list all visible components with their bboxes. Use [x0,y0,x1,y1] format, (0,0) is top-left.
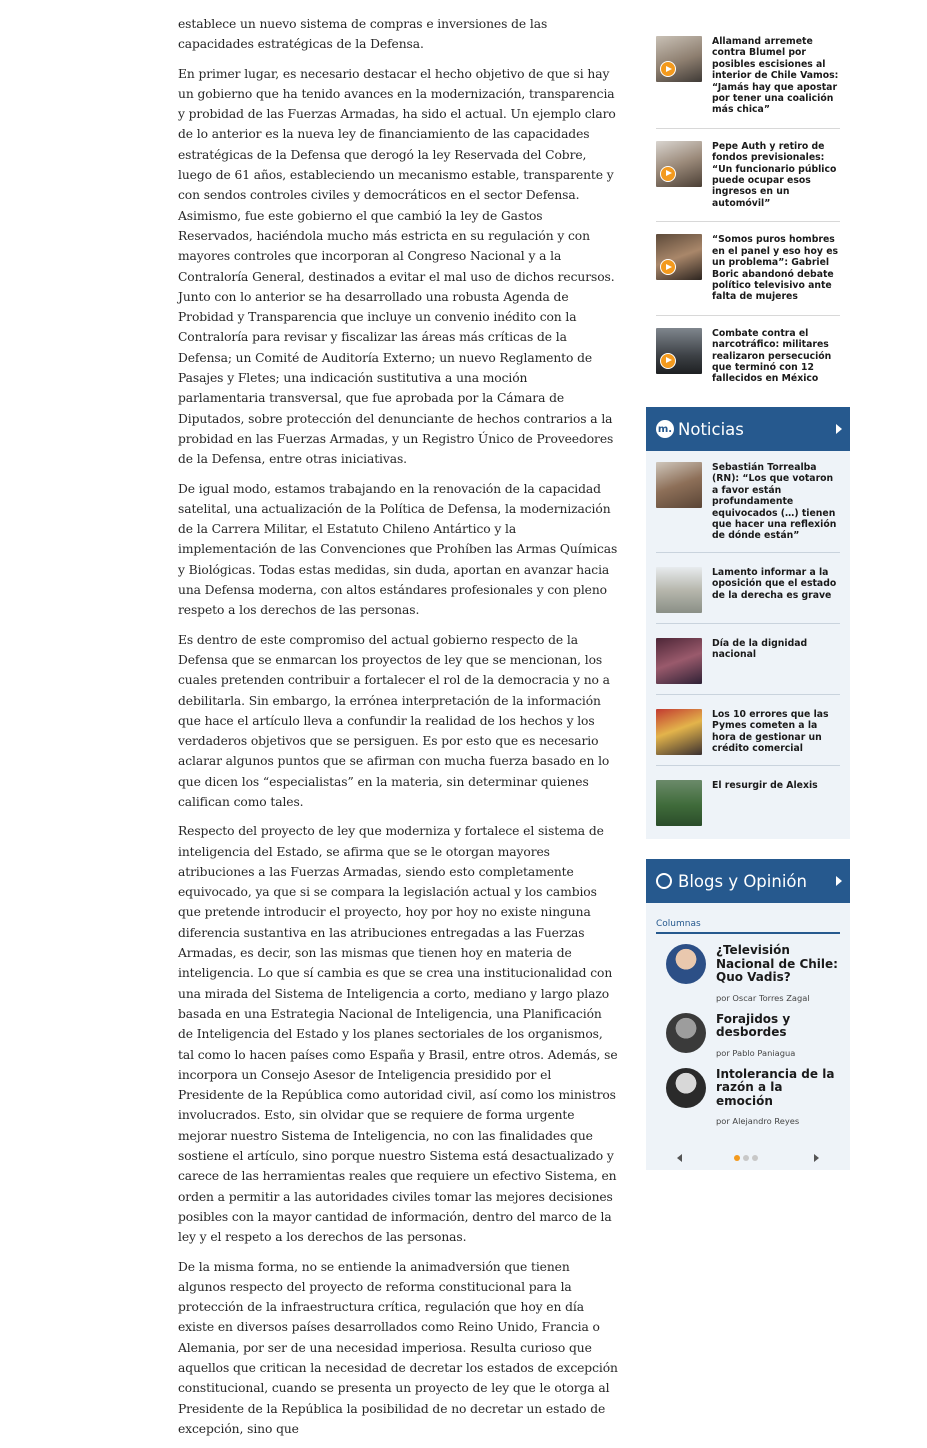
blogs-title[interactable]: Blogs y Opinión [678,871,807,891]
article-paragraph: establece un nuevo sistema de compras e inversiones de las capacidades estratégicas de la Defensa. [178,17,548,52]
divider [656,128,840,129]
video-list [646,36,850,397]
news-thumbnail[interactable] [656,709,702,755]
video-title[interactable]: Allamand arremete contra Blumel por posibles escisiones al interior de Chile Vamos: “Jamás hay que apostar por tener una coalición más chica” [712,36,839,116]
news-item[interactable] [646,780,850,836]
chevron-right-icon[interactable] [836,876,842,886]
news-title[interactable]: Lamento informar a la oposición que el estado de la derecha es grave [712,566,837,601]
divider [656,552,840,553]
article-paragraph: Es dentro de este compromiso del actual gobierno respecto de la Defensa que se enmarcan los proyectos de ley que se mencionan, los cuales pretenden contribuir a fortalecer el rol de la democracia y no a debilitarla. Sin embargo, la errónea interpretación de la información que hace el artículo lleva a confundir la realidad de los hechos y los verdaderos objetivos que se persiguen. Es por esto que es necesario aclarar algunos puntos que se afirman con mucha fuerza basado en lo que dicen los “especialistas” en la materia, sin determinar quienes califican como tales. [178,632,610,809]
news-title[interactable]: Día de la dignidad nacional [712,637,808,661]
news-thumbnail[interactable] [656,567,702,613]
article-body [178,14,618,1448]
news-title[interactable]: El resurgir de Alexis [712,779,818,791]
chevron-right-icon[interactable] [814,1154,819,1162]
video-thumbnail[interactable] [656,328,702,374]
news-title[interactable]: Sebastián Torrealba (RN): “Los que votaron a favor están profundamente equivocados (…) tienen que hacer una reflexión de dónde están” [712,462,837,542]
noticias-list [646,451,850,836]
author-avatar[interactable] [666,944,706,984]
play-icon[interactable] [660,259,676,275]
column-title[interactable]: Intolerancia de la razón a la emoción [716,1066,835,1108]
noticias-title[interactable]: Noticias [678,419,744,439]
carousel-pager [646,1150,850,1166]
blogs-header[interactable] [646,859,850,903]
play-icon[interactable] [660,61,676,77]
article-paragraph: Respecto del proyecto de ley que moderniza y fortalece el sistema de inteligencia del Estado, se afirma que se le otorgan mayores atribuciones a las Fuerzas Armadas, siendo esto completamente equivocado, ya que si se compara la legislación actual y los cambios que pretende introducir el proyecto, hoy por hoy no existe ninguna diferencia sustantiva en las atribuciones entregadas a las Fuerzas Armadas, es decir, son las mismas que tienen hoy en materia de inteligencia. Lo que sí cambia es que se crea una institucionalidad con una mirada del Sistema de Inteligencia a corto, mediano y largo plazo basada en una Estrategia Nacional de Inteligencia, una Planificación de Inteligencia del Estado y los planes sectoriales de los organismos, tal como lo hacen países como España y Brasil, entre otros. Además, se incorpora un Consejo Asesor de Inteligencia presidido por el Presidente de la República como autoridad civil, así como los ministros involucrados. Esto, sin olvidar que se requiere de forma urgente mejorar nuestro Sistema de Inteligencia, no con las finalidades que sostiene el artículo, sino porque nuestro Sistema está desactualizado y carece de las herramientas reales que requiere un efectivo Sistema, en orden a permitir a las autoridades civiles tomar las mejores decisiones posibles con la mayor cantidad de información, dentro del marco de la ley y el respeto a los derechos de las personas. [178,824,618,1245]
noticias-header[interactable] [646,407,850,451]
column-title[interactable]: Forajidos y desbordes [716,1011,791,1039]
video-thumbnail[interactable] [656,36,702,82]
news-item[interactable] [646,709,850,765]
carousel-dot[interactable] [743,1155,749,1161]
play-icon[interactable] [660,353,676,369]
news-item[interactable] [646,462,850,552]
divider [656,623,840,624]
divider [656,315,840,316]
news-item[interactable] [646,638,850,694]
video-title[interactable]: “Somos puros hombres en el panel y eso hoy es un problema”: Gabriel Boric abandonó debate político televisivo ante falta de mujeres [712,234,839,303]
author-avatar[interactable] [666,1068,706,1108]
article-paragraph: De igual modo, estamos trabajando en la renovación de la capacidad satelital, una actualización de la Política de Defensa, la modernización de la Carrera Militar, el Estatuto Chileno Antártico y la implementación de las Convenciones que Prohíben las Armas Químicas y Biológicas. Todas estas medidas, sin duda, aportan en avanzar hacia una Defensa moderna, con altos estándares profesionales y con pleno respeto a los derechos de las personas. [178,481,618,618]
play-icon[interactable] [660,166,676,182]
noticias-panel [646,407,850,839]
carousel-dots [734,1155,758,1161]
carousel-dot[interactable] [752,1155,758,1161]
divider [656,221,840,222]
author-avatar[interactable] [666,1013,706,1053]
divider [656,694,840,695]
column-item[interactable] [666,1068,840,1127]
blogs-tabs [656,911,840,934]
news-thumbnail[interactable] [656,780,702,826]
article-paragraph: De la misma forma, no se entiende la animadversión que tienen algunos respecto del proyecto de reforma constitucional para la protección de la infraestructura crítica, regulación que hoy en día existe en diversos países desarrollados como Reino Unido, Francia o Alemania, por ser de una necesidad imperiosa. Resulta curioso que aquellos que critican la necesidad de decretar los estados de excepción constitucional, cuando se presenta un proyecto de ley que le otorga al Presidente de la República la posibilidad de no decretar un estado de excepción, sino que [178,1259,618,1436]
column-item[interactable] [666,1013,840,1058]
chevron-right-icon[interactable] [836,424,842,434]
column-item[interactable] [666,944,840,1003]
video-title[interactable]: Pepe Auth y retiro de fondos previsionales: “Un funcionario público puede ocupar esos ingresos en un automóvil” [712,140,837,209]
video-item[interactable] [646,234,850,314]
tab-columnas[interactable]: Columnas [656,919,701,929]
video-item[interactable] [646,36,850,128]
divider [656,765,840,766]
carousel-dot[interactable] [734,1155,740,1161]
bubble-logo-icon [656,873,672,889]
blogs-panel [646,859,850,1170]
news-item[interactable] [646,567,850,623]
site-logo-icon: m. [656,420,674,438]
video-thumbnail[interactable] [656,234,702,280]
news-thumbnail[interactable] [656,462,702,508]
video-item[interactable] [646,141,850,221]
column-author: por Oscar Torres Zagal [716,992,810,1003]
column-author: por Alejandro Reyes [716,1116,800,1126]
column-title[interactable]: ¿Televisión Nacional de Chile: Quo Vadis? [716,943,838,984]
video-title[interactable]: Combate contra el narcotráfico: militares realizaron persecución que terminó con 12 fallecidos en México [712,327,832,385]
article-paragraph: En primer lugar, es necesario destacar el hecho objetivo de que si hay un gobierno que ha tenido avances en la modernización, transparencia y probidad de las Fuerzas Armadas, ha sido el actual. Un ejemplo claro de lo anterior es la nueva ley de financiamiento de las capacidades estratégicas de la Defensa que derogó la ley Reservada del Cobre, luego de 61 años, estableciendo un mecanismo estable, transparente y con sendos controles civiles y democráticos en el sector Defensa. Asimismo, fue este gobierno el que cambió la ley de Gastos Reservados, haciéndola mucho más estricta en su regulación y con mayores controles que incorporan al Congreso Nacional y a la Contraloría General, destinados a evitar el mal uso de dichos recursos. Junto con lo anterior se ha desarrollado una robusta Agenda de Probidad y Transparencia que incluye un convenio inédito con la Contraloría para revisar y fiscalizar las áreas más críticas de la Defensa; un Comité de Auditoría Externo; un nuevo Reglamento de Pasajes y Fletes; una indicación sustitutiva a una moción parlamentaria transversal, que fue aprobada por la Cámara de Diputados, sobre protección del denunciante de hechos contrarios a la probidad en las Fuerzas Armadas, y un Registro Único de Proveedores de la Defensa, entre otras iniciativas. [178,66,616,467]
chevron-left-icon[interactable] [677,1154,682,1162]
video-item[interactable] [646,328,850,397]
column-author: por Pablo Paniagua [716,1047,796,1058]
news-thumbnail[interactable] [656,638,702,684]
video-thumbnail[interactable] [656,141,702,187]
news-title[interactable]: Los 10 errores que las Pymes cometen a la hora de gestionar un crédito comercial [712,708,829,755]
